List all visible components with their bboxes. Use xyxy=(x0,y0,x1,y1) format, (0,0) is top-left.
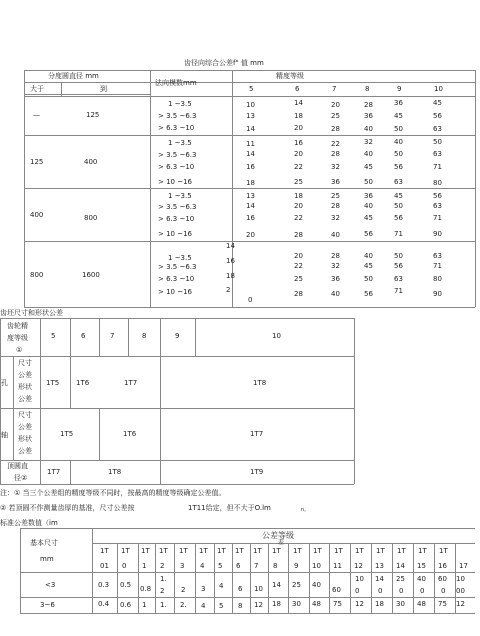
hole-sub: 尺寸 xyxy=(18,359,32,367)
hole-label: 孔 xyxy=(1,379,8,387)
module-range: > 3.5 ~6.3 xyxy=(158,151,197,159)
cell: 56 xyxy=(433,192,442,200)
cell: 25 xyxy=(396,575,405,583)
cell: 50 xyxy=(394,252,403,260)
cell: 50 xyxy=(394,125,403,133)
block-from: — xyxy=(33,111,40,119)
module-range: > 10 ~16 xyxy=(158,178,192,186)
grade-bot: 5 xyxy=(218,562,223,570)
top-val: 1T9 xyxy=(250,468,264,476)
grade-col: 8 xyxy=(142,332,147,340)
cell: 14 xyxy=(226,242,235,250)
cell: 0.5 xyxy=(120,581,132,589)
block-to: 800 xyxy=(84,214,98,222)
cell: 50 xyxy=(394,202,403,210)
cell: 28 xyxy=(331,150,340,158)
grade-top: 1T xyxy=(253,547,262,555)
grade-col-label: 8 xyxy=(365,85,370,93)
cell: 12 xyxy=(355,600,364,608)
cell: 32 xyxy=(364,138,373,146)
grade-col: 7 xyxy=(110,332,115,340)
cell: 22 xyxy=(294,262,303,270)
cell: 30 xyxy=(396,600,405,608)
module-range: > 3.5 ~6.3 xyxy=(158,263,197,271)
cell: 75 xyxy=(333,600,342,608)
cell: 56 xyxy=(394,262,403,270)
cell: 25 xyxy=(294,178,303,186)
module-range: > 6.3 ~10 xyxy=(158,124,195,132)
cell: 56 xyxy=(364,290,373,298)
cell: 22 xyxy=(294,214,303,222)
cell: 10 xyxy=(246,101,255,109)
grade-top: 1T xyxy=(179,547,188,555)
module-range: > 6.3 ~10 xyxy=(158,275,195,283)
top-label: 径② xyxy=(14,474,28,482)
shaft-sub: 公差 xyxy=(18,447,32,455)
cell: 36 xyxy=(331,275,340,283)
cell: 71 xyxy=(433,163,442,171)
hole-val: 1T5 xyxy=(46,379,60,387)
cell: 32 xyxy=(331,262,340,270)
hole-val: 1T6 xyxy=(76,379,90,387)
grade-bot: 14 xyxy=(396,562,405,570)
unit-head: mm xyxy=(40,555,54,563)
grade-top: 1T xyxy=(355,547,364,555)
cell: 16 xyxy=(246,163,255,171)
row-size: 3~6 xyxy=(40,601,55,609)
cell: 63 xyxy=(433,125,442,133)
cell: 36 xyxy=(364,192,373,200)
grade-head-line: 齿轮精 xyxy=(7,322,28,330)
cell: 20 xyxy=(294,150,303,158)
cell: 45 xyxy=(394,192,403,200)
cell: 8 xyxy=(238,602,243,610)
cell: 40 xyxy=(364,252,373,260)
cell: 40 xyxy=(417,575,426,583)
to-header: 到 xyxy=(100,85,107,93)
grade-col-label: 9 xyxy=(397,85,402,93)
cell: 14 xyxy=(246,125,255,133)
cell: 6 xyxy=(238,585,243,593)
cell: 0.8 xyxy=(140,585,152,593)
cell: 40 xyxy=(364,125,373,133)
grade-header: 精度等级 xyxy=(276,72,304,80)
grade-bot: 3 xyxy=(180,562,185,570)
row-size: <3 xyxy=(45,581,56,589)
hole-val: 1T8 xyxy=(253,379,267,387)
cell: 0 xyxy=(378,587,383,595)
grade-bot: 7 xyxy=(254,562,259,570)
hole-sub: 公差 xyxy=(18,395,32,403)
cell: 0 xyxy=(441,587,446,595)
grade-top: 1T xyxy=(235,547,244,555)
cell: 0 xyxy=(248,296,253,304)
grade-top: 1T xyxy=(121,547,130,555)
cell: 28 xyxy=(294,290,303,298)
cell: 18 xyxy=(272,600,281,608)
grade-col: 5 xyxy=(51,332,56,340)
basic-size-head: 基本尺寸 xyxy=(30,539,58,547)
cell: 10 xyxy=(254,585,263,593)
cell: 13 xyxy=(246,112,255,120)
grade-top: 1T xyxy=(293,547,302,555)
cell: 60 xyxy=(332,586,341,594)
grade-bot: 15 xyxy=(417,562,426,570)
grade-top: 1T xyxy=(272,547,281,555)
cell: 32 xyxy=(331,163,340,171)
cell: 28 xyxy=(331,125,340,133)
grade-col-label: 10 xyxy=(434,85,443,93)
note-2: ② 若顶圆不作测量齿厚的基准，尺寸公差按 xyxy=(0,504,135,512)
cell: 48 xyxy=(312,600,321,608)
cell: 10 xyxy=(456,575,465,583)
cell: 2. xyxy=(180,601,187,609)
grade-bot: 1 xyxy=(142,562,147,570)
grade-bot: 6 xyxy=(236,562,241,570)
shaft-val: 1T7 xyxy=(250,430,264,438)
cell: 25 xyxy=(331,192,340,200)
block-to: 1600 xyxy=(82,271,100,279)
cell: 40 xyxy=(331,231,340,239)
grade-top: 1T xyxy=(141,547,150,555)
grade-bot: 17 xyxy=(459,562,468,570)
grade-col: 10 xyxy=(272,332,281,340)
grade-bot: 4 xyxy=(200,562,205,570)
cell: 20 xyxy=(246,231,255,239)
table1-title: 齿径向综合公差f" 值 mm xyxy=(184,59,264,67)
cell: 28 xyxy=(331,252,340,260)
cell: 22 xyxy=(331,140,340,148)
cell: 40 xyxy=(364,202,373,210)
block-to: 125 xyxy=(86,111,100,119)
cell: 20 xyxy=(294,202,303,210)
cell: 1 xyxy=(142,601,147,609)
hole-sub: 公差 xyxy=(18,371,32,379)
cell: 63 xyxy=(433,150,442,158)
hole-sub: 形状 xyxy=(18,383,32,391)
grade-col-label: 6 xyxy=(295,85,300,93)
cell: 00 xyxy=(456,587,465,595)
grade-bot: 16 xyxy=(438,562,447,570)
cell: 18 xyxy=(226,272,235,280)
cell: 28 xyxy=(364,101,373,109)
grade-top: 1T xyxy=(418,547,427,555)
grade-head-line: ① xyxy=(16,346,23,354)
shaft-val: 1T5 xyxy=(60,430,74,438)
cell: 36 xyxy=(394,99,403,107)
cell: 63 xyxy=(433,202,442,210)
module-range: 1 ~3.5 xyxy=(168,139,192,147)
module-range: > 6.3 ~10 xyxy=(158,163,195,171)
cell: 56 xyxy=(394,163,403,171)
cell: 90 xyxy=(433,290,442,298)
grade-top: 1T xyxy=(334,547,343,555)
cell: 60 xyxy=(438,575,447,583)
grade-head: 公差等级 xyxy=(262,531,294,540)
cell: 13 xyxy=(246,192,255,200)
grade-bot: 13 xyxy=(375,562,384,570)
grade-col: 6 xyxy=(81,332,86,340)
grade-top: 1T xyxy=(397,547,406,555)
cell: 71 xyxy=(433,214,442,222)
cell: 14 xyxy=(375,575,384,583)
block-from: 800 xyxy=(30,271,44,279)
cell: 0.4 xyxy=(98,600,110,608)
cell: 12 xyxy=(254,601,263,609)
grade-head-line: 度等级 xyxy=(7,334,28,342)
cell: 50 xyxy=(394,150,403,158)
cell: 16 xyxy=(226,257,235,265)
note-1: 注：① 当三个公差组的精度等级不同时，按最高的精度等级确定公差值。 xyxy=(0,489,226,497)
cell: 40 xyxy=(312,581,321,589)
note-2-cont: 1T11给定，但不大于O.lm xyxy=(188,504,271,512)
top-label: 顶圆直 xyxy=(7,462,28,470)
grade-top: 1T xyxy=(376,547,385,555)
grade-top: 1T xyxy=(217,547,226,555)
block-from: 125 xyxy=(30,158,44,166)
grade-col: 9 xyxy=(175,332,180,340)
grade-top: 1T xyxy=(313,547,322,555)
cell: 25 xyxy=(331,112,340,120)
cell: 90 xyxy=(433,230,442,238)
cell: 45 xyxy=(364,214,373,222)
cell: 45 xyxy=(433,99,442,107)
module-range: > 6.3 ~10 xyxy=(158,215,195,223)
cell: 40 xyxy=(364,150,373,158)
cell: 20 xyxy=(294,252,303,260)
grade-bot: 8 xyxy=(273,562,278,570)
grade-top: 1T xyxy=(159,547,168,555)
cell: 48 xyxy=(417,600,426,608)
cell: 5 xyxy=(219,602,224,610)
grade-bot: 10 xyxy=(312,562,321,570)
top-val: 1T7 xyxy=(47,468,61,476)
cell: 18 xyxy=(375,600,384,608)
table2-title: 齿坯尺寸和形状公差 xyxy=(0,309,63,317)
cell: 45 xyxy=(364,163,373,171)
cell: 80 xyxy=(433,275,442,283)
shaft-sub: 公差 xyxy=(18,423,32,431)
grade-head-sub: 差 xyxy=(278,539,285,546)
cell: 40 xyxy=(394,138,403,146)
cell: 36 xyxy=(331,178,340,186)
cell: 50 xyxy=(364,275,373,283)
cell: 18 xyxy=(294,112,303,120)
from-header: 大于 xyxy=(30,85,44,93)
module-range: 1 ~3.5 xyxy=(168,192,192,200)
module-range: 1 ~3.5 xyxy=(168,254,192,262)
cell: 4 xyxy=(201,602,206,610)
module-range: > 10 ~16 xyxy=(158,230,192,238)
cell: 1. xyxy=(160,601,167,609)
cell: 56 xyxy=(433,112,442,120)
grade-top: 1T xyxy=(199,547,208,555)
cell: 50 xyxy=(364,178,373,186)
cell: 25 xyxy=(292,581,301,589)
cell: 40 xyxy=(331,290,340,298)
grade-bot: 2 xyxy=(160,562,165,570)
cell: 71 xyxy=(394,230,403,238)
cell: 16 xyxy=(294,139,303,147)
shaft-sub: 尺寸 xyxy=(18,411,32,419)
cell: 10 xyxy=(355,575,364,583)
cell: 25 xyxy=(294,275,303,283)
diameter-group-header: 分度圆直径 mm xyxy=(48,72,99,80)
cell: 50 xyxy=(433,138,442,146)
cell: 11 xyxy=(246,140,255,148)
cell: 28 xyxy=(294,231,303,239)
cell: 18 xyxy=(294,192,303,200)
cell: 56 xyxy=(364,230,373,238)
cell: 1. xyxy=(160,575,167,583)
grade-top: 1T xyxy=(100,547,109,555)
cell: 22 xyxy=(294,163,303,171)
cell: 0 xyxy=(355,587,360,595)
module-range: > 3.5 ~6.3 xyxy=(158,203,197,211)
cell: 63 xyxy=(394,275,403,283)
cell: 80 xyxy=(433,179,442,187)
cell: 3 xyxy=(201,585,206,593)
cell: 30 xyxy=(292,600,301,608)
table3-title: 标准公差数值（im xyxy=(0,519,58,527)
cell: 14 xyxy=(294,99,303,107)
cell: 28 xyxy=(331,202,340,210)
cell: 4 xyxy=(219,582,224,590)
shaft-val: 1T6 xyxy=(123,430,137,438)
cell: 45 xyxy=(364,262,373,270)
cell: 0.3 xyxy=(98,581,110,589)
cell: 14 xyxy=(272,581,281,589)
cell: 18 xyxy=(246,179,255,187)
note-2-tail: n。 xyxy=(301,507,310,513)
module-range: 1 ~3.5 xyxy=(168,100,192,108)
module-range: > 3.5 ~6.3 xyxy=(158,112,197,120)
cell: 71 xyxy=(394,287,403,295)
cell: 71 xyxy=(433,262,442,270)
grade-top: 1T xyxy=(439,547,448,555)
cell: 16 xyxy=(246,214,255,222)
cell: 20 xyxy=(331,101,340,109)
module-header: 法向模数mm xyxy=(155,79,197,87)
module-range: > 10 ~16 xyxy=(158,288,192,296)
cell: 75 xyxy=(438,600,447,608)
cell: 20 xyxy=(294,124,303,132)
cell: 56 xyxy=(394,214,403,222)
grade-bot: 01 xyxy=(100,562,109,570)
shaft-label: 轴 xyxy=(1,431,8,439)
cell: 2 xyxy=(160,587,165,595)
grade-bot: 9 xyxy=(294,562,299,570)
grade-bot: 12 xyxy=(354,562,363,570)
shaft-sub: 形状 xyxy=(18,435,32,443)
cell: 2 xyxy=(226,286,231,294)
cell: 0 xyxy=(420,587,425,595)
cell: 0 xyxy=(399,587,404,595)
cell: 63 xyxy=(433,252,442,260)
cell: 32 xyxy=(331,214,340,222)
cell: 12 xyxy=(456,600,465,608)
cell: 36 xyxy=(364,112,373,120)
grade-col-label: 5 xyxy=(249,85,254,93)
cell: 2 xyxy=(181,586,186,594)
cell: 14 xyxy=(246,202,255,210)
block-to: 400 xyxy=(84,158,98,166)
grade-col-label: 7 xyxy=(332,85,337,93)
cell: 63 xyxy=(394,178,403,186)
block-from: 400 xyxy=(30,211,44,219)
cell: 0.6 xyxy=(120,601,132,609)
grade-bot: 0 xyxy=(122,562,127,570)
cell: 14 xyxy=(246,150,255,158)
hole-val: 1T7 xyxy=(124,379,138,387)
top-val: 1T8 xyxy=(108,468,122,476)
grade-bot: 11 xyxy=(333,562,342,570)
cell: 45 xyxy=(394,112,403,120)
